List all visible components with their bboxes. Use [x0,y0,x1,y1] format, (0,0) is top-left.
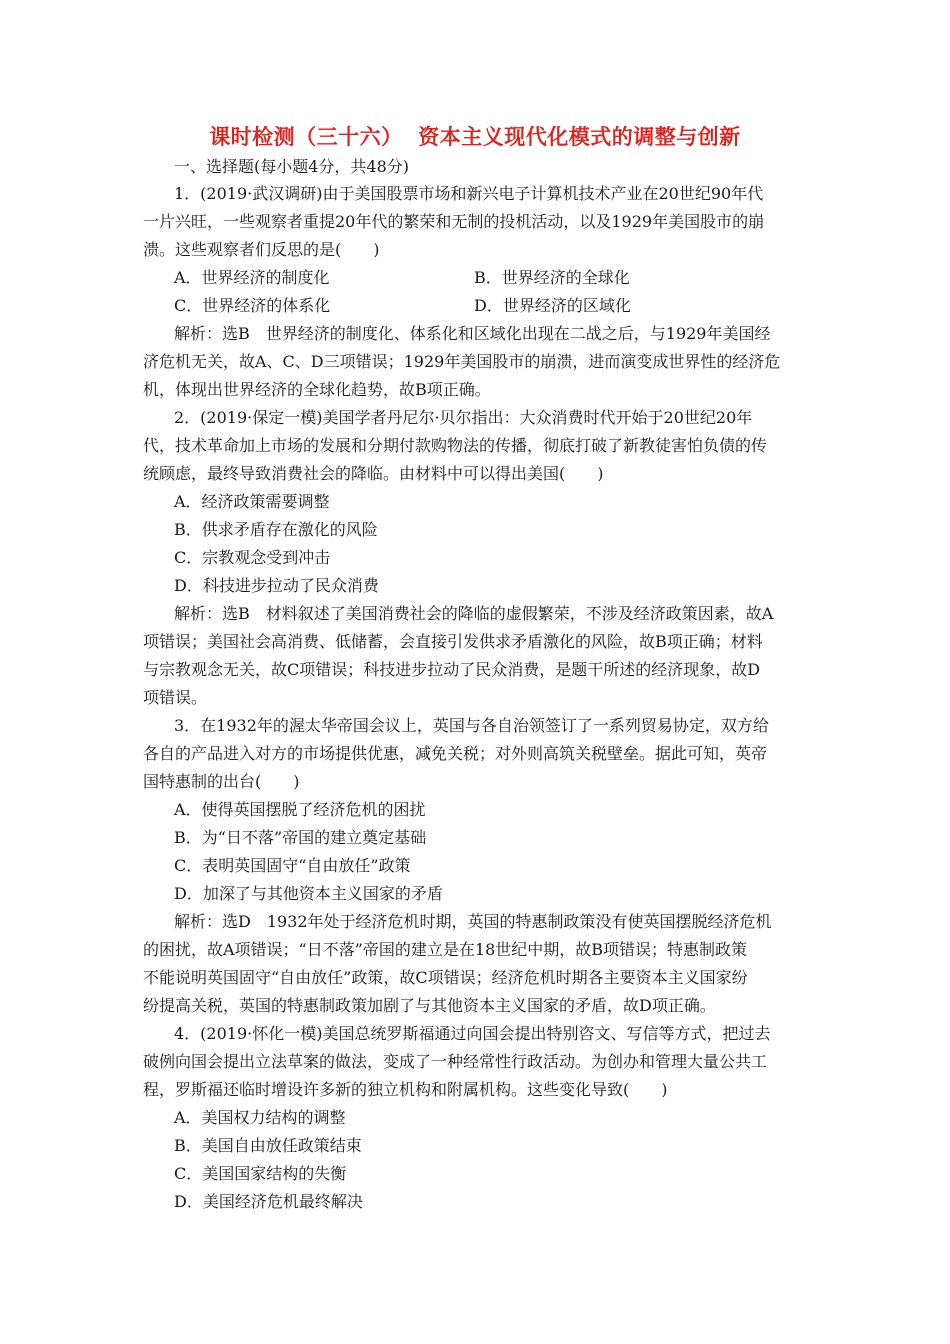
question-4-option-b: B．美国自由放任政策结束 [174,1136,362,1155]
question-1-stem-line-2: 一片兴旺，一些观察者重提20年代的繁荣和无制的投机活动，以及1929年美国股市的崩 [143,212,765,231]
question-4-stem-line-2: 破例向国会提出立法草案的做法，变成了一种经常性行政活动。为创办和管理大量公共工 [143,1052,768,1071]
question-4-option-d: D．美国经济危机最终解决 [174,1192,363,1211]
question-2-analysis-line-2: 项错误；美国社会高消费、低储蓄，会直接引发供求矛盾激化的风险，故B项正确；材料 [143,632,763,651]
question-4-option-c: C．美国国家结构的失衡 [174,1164,347,1183]
question-1-stem-line-1: 1．(2019·武汉调研)由于美国股票市场和新兴电子计算机技术产业在20世纪90年代 [174,184,764,203]
question-2-analysis-line-1: 解析：选B 材料叙述了美国消费社会的降临的虚假繁荣，不涉及经济政策因素，故A [174,604,774,623]
question-2-stem-line-3: 统顾虑，最终导致消费社会的降临。由材料中可以得出美国( ) [143,464,604,483]
question-3-analysis-line-3: 不能说明英国固守“自由放任”政策，故C项错误；经济危机时期各主要资本主义国家纷 [143,968,748,987]
page-title: 课时检测（三十六） 资本主义现代化模式的调整与创新 [209,125,741,149]
question-1-analysis-line-3: 机，体现出世界经济的全球化趋势，故B项正确。 [143,380,491,399]
question-3-option-a: A．使得英国摆脱了经济危机的困扰 [174,800,426,819]
question-2-stem-line-1: 2．(2019·保定一模)美国学者丹尼尔·贝尔指出：大众消费时代开始于20世纪20年 [174,408,753,427]
question-2-analysis-line-4: 项错误。 [143,688,208,707]
question-1-analysis-line-2: 济危机无关，故A、C、D三项错误；1929年美国股市的崩溃，进而演变成世界性的经济危 [143,352,781,371]
question-1-option-a: A．世界经济的制度化 [174,268,330,287]
question-2-stem-line-2: 代，技术革命加上市场的发展和分期付款购物法的传播，彻底打破了新教徒害怕负债的传 [143,436,768,455]
question-4-stem-line-3: 程，罗斯福还临时增设许多新的独立机构和附属机构。这些变化导致( ) [143,1080,668,1099]
question-2-option-d: D．科技进步拉动了民众消费 [174,576,379,595]
question-4-stem-line-1: 4．(2019·怀化一模)美国总统罗斯福通过向国会提出特别咨文、写信等方式，把过去 [174,1024,771,1043]
question-2-option-b: B．供求矛盾存在激化的风险 [174,520,378,539]
question-2-option-c: C．宗教观念受到冲击 [174,548,331,567]
question-2-analysis-line-3: 与宗教观念无关，故C项错误；科技进步拉动了民众消费，是题干所述的经济现象，故D [143,660,761,679]
question-3-analysis-line-1: 解析：选D 1932年处于经济危机时期，英国的特惠制政策没有使英国摆脱经济危机 [174,912,772,931]
question-3-stem-line-1: 3．在1932年的渥太华帝国会议上，英国与各自治领签订了一系列贸易协定，双方给 [174,716,769,735]
question-1-option-c: C．世界经济的体系化 [174,296,331,315]
question-3-stem-line-2: 各自的产品进入对方的市场提供优惠，减免关税；对外则高筑关税壁垒。据此可知，英帝 [143,744,768,763]
section-header: 一、选择题(每小题4分，共48分) [174,157,410,176]
question-1-analysis-line-1: 解析：选B 世界经济的制度化、体系化和区域化出现在二战之后，与1929年美国经 [174,324,771,343]
question-2-option-a: A．经济政策需要调整 [174,492,330,511]
question-3-stem-line-3: 国特惠制的出台( ) [143,772,300,791]
question-3-option-d: D．加深了与其他资本主义国家的矛盾 [174,884,443,903]
question-1-stem-line-3: 溃。这些观察者们反思的是( ) [143,240,380,259]
question-4-option-a: A．美国权力结构的调整 [174,1108,346,1127]
question-3-option-c: C．表明英国固守“自由放任”政策 [174,856,411,875]
question-1-option-d: D．世界经济的区域化 [474,296,631,315]
question-1-option-b: B．世界经济的全球化 [474,268,630,287]
question-3-option-b: B．为“日不落”帝国的建立奠定基础 [174,828,427,847]
question-3-analysis-line-4: 纷提高关税，英国的特惠制政策加剧了与其他资本主义国家的矛盾，故D项正确。 [143,996,716,1015]
question-3-analysis-line-2: 的困扰，故A项错误；“日不落”帝国的建立是在18世纪中期，故B项错误；特惠制政策 [143,940,748,959]
